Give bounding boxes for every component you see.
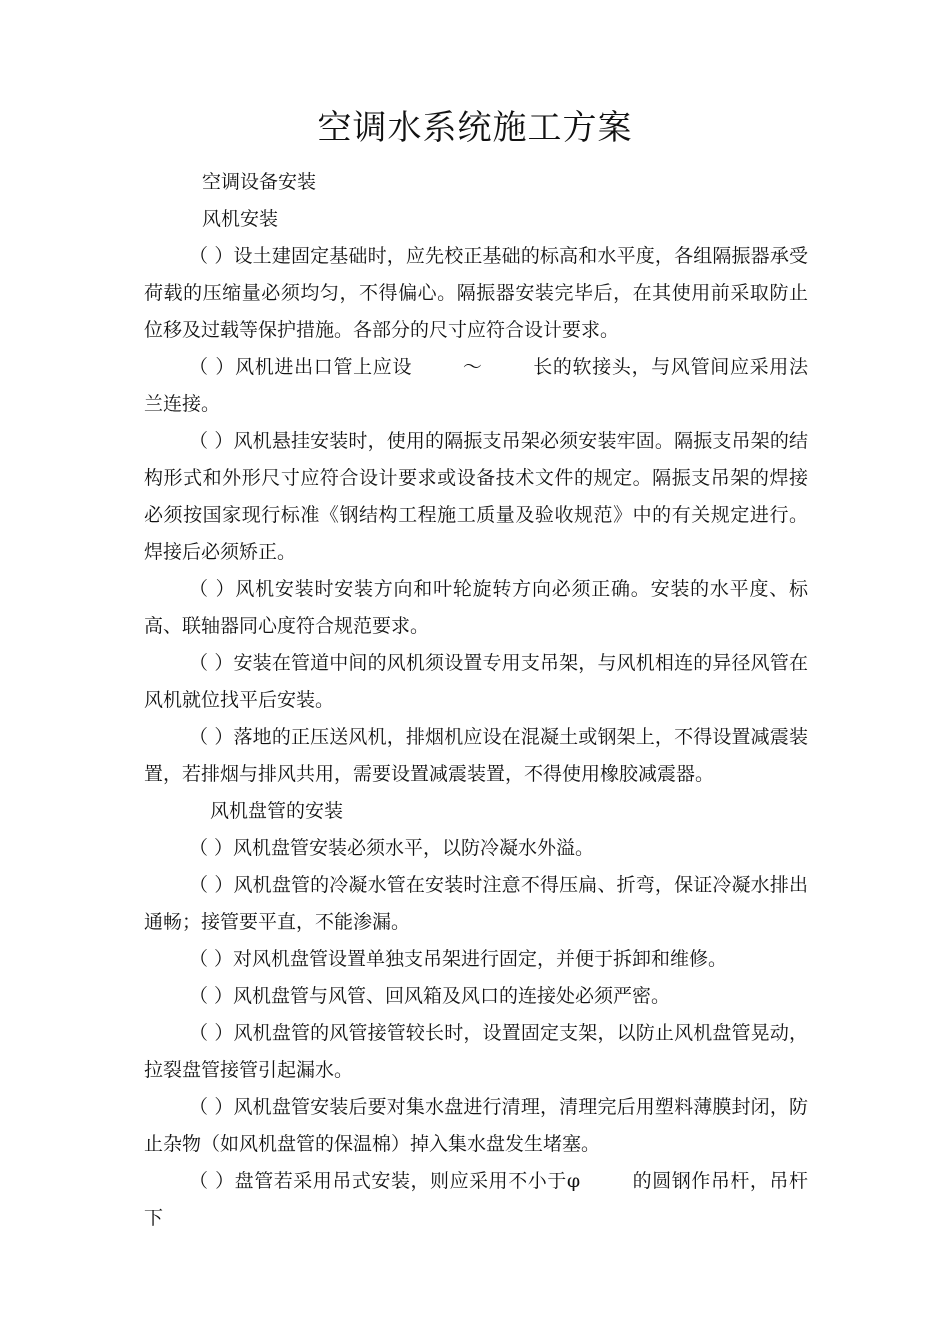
- fan-item-2: [144, 349, 808, 423]
- fan-item-2-part-b: 长的软接头，与风管间应采用法兰连接。: [144, 356, 808, 415]
- fan-coil-item-2: （ ）风机盘管的冷凝水管在安装时注意不得压扁、折弯，保证冷凝水排出通畅；接管要平直，不能渗漏。: [144, 874, 808, 933]
- section-heading-equipment: 空调设备安装: [202, 171, 317, 193]
- fan-item-2-tilde: ～: [462, 356, 483, 378]
- section-heading-fan: 风机安装: [202, 208, 279, 230]
- fan-coil-item-3: （ ）对风机盘管设置单独支吊架进行固定，并便于拆卸和维修。: [189, 948, 728, 970]
- fan-item-1: （ ）设土建固定基础时，应先校正基础的标高和水平度，各组隔振器承受荷载的压缩量必须均匀，不得偏心。隔振器安装完毕后，在其使用前采取防止位移及过载等保护措施。各部分的尺寸应符合设计要求。: [144, 245, 808, 341]
- document-body: [144, 164, 808, 1237]
- document-title: 空调水系统施工方案: [317, 108, 633, 148]
- fan-coil-item-1: （ ）风机盘管安装必须水平，以防冷凝水外溢。: [189, 837, 595, 859]
- fan-item-3: （ ）风机悬挂安装时，使用的隔振支吊架必须安装牢固。隔振支吊架的结构形式和外形尺寸应符合设计要求或设备技术文件的规定。隔振支吊架的焊接必须按国家现行标准《钢结构工程施工质量及验收规范》中的有关规定进行。焊接后必须矫正。: [144, 430, 808, 563]
- fan-coil-item-7-part-a: （ ）盘管若采用吊式安装，则应采用不小于φ: [189, 1170, 581, 1192]
- fan-item-5: （ ）安装在管道中间的风机须设置专用支吊架，与风机相连的异径风管在风机就位找平后安装。: [144, 652, 808, 711]
- fan-coil-item-5: （ ）风机盘管的风管接管较长时，设置固定支架，以防止风机盘管晃动，拉裂盘管接管引起漏水。: [144, 1022, 808, 1081]
- fan-coil-item-7: [144, 1163, 808, 1237]
- fan-coil-item-7-part-b: 的圆钢作吊杆，吊杆下: [144, 1170, 808, 1229]
- fan-coil-item-4: （ ）风机盘管与风管、回风箱及风口的连接处必须严密。: [189, 985, 671, 1007]
- fan-item-2-part-a: （ ）风机进出口管上应设: [189, 356, 413, 378]
- fan-item-6: （ ）落地的正压送风机，排烟机应设在混凝土或钢架上，不得设置减震装置，若排烟与排风共用，需要设置减震装置，不得使用橡胶减震器。: [144, 726, 808, 785]
- fan-coil-item-6: （ ）风机盘管安装后要对集水盘进行清理，清理完后用塑料薄膜封闭，防止杂物（如风机盘管的保温棉）掉入集水盘发生堵塞。: [144, 1096, 808, 1155]
- fan-item-4: （ ）风机安装时安装方向和叶轮旋转方向必须正确。安装的水平度、标高、联轴器同心度符合规范要求。: [144, 578, 808, 637]
- section-heading-fan-coil: 风机盘管的安装: [210, 800, 344, 822]
